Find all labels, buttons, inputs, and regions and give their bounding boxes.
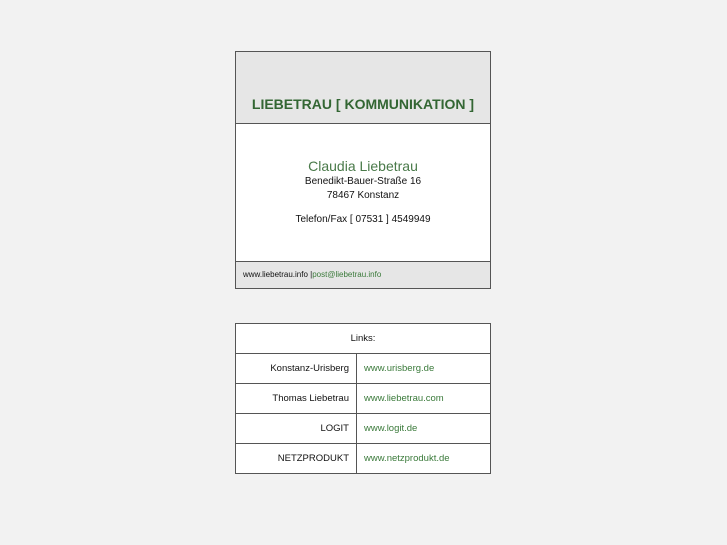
table-row [236,354,491,384]
link-label: LOGIT [236,414,357,444]
table-row [236,414,491,444]
business-card [235,51,491,289]
phone: Telefon/Fax [ 07531 ] 4549949 [295,214,431,225]
link-label: Konstanz-Urisberg [236,354,357,384]
link-url[interactable]: www.liebetrau.com [364,393,444,404]
street-address: Benedikt-Bauer-Straße 16 [304,176,422,187]
link-label: Thomas Liebetrau [236,384,357,414]
card-header [236,52,490,124]
contact-info [236,124,490,261]
page-title: LIEBETRAU [ KOMMUNIKATION ] [251,96,475,112]
website-text: www.liebetrau.info [243,270,308,279]
table-row [236,384,491,414]
email-link[interactable]: post@liebetrau.info [312,270,382,279]
link-url[interactable]: www.netzprodukt.de [364,453,450,464]
card-footer [236,261,490,288]
link-url[interactable]: www.urisberg.de [364,363,435,374]
city: 78467 Konstanz [326,190,400,201]
contact-name: Claudia Liebetrau [308,158,418,174]
links-table [235,323,491,474]
links-header: Links: [236,324,491,354]
table-row [236,444,491,474]
link-label: NETZPRODUKT [236,444,357,474]
link-url[interactable]: www.logit.de [364,423,418,434]
separator: | [310,270,313,279]
